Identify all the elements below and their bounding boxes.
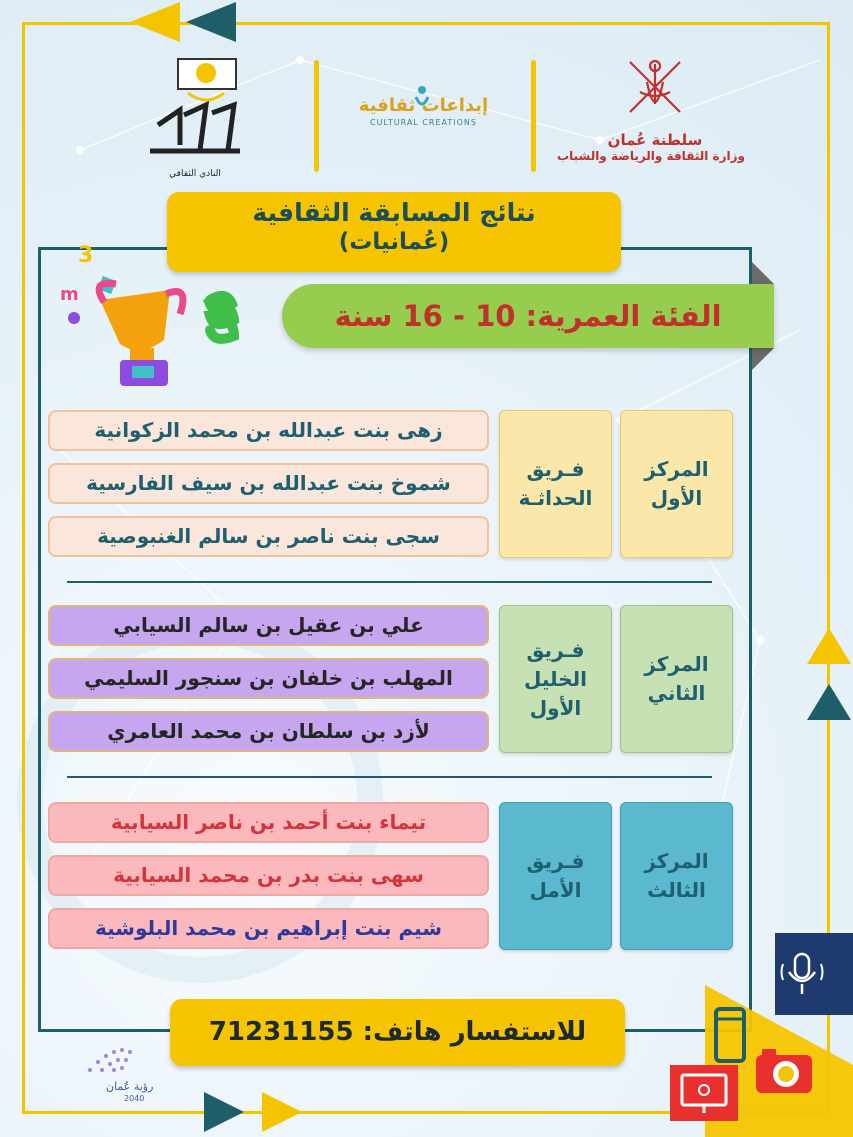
- team-name-cell: فـريق الخليل الأول: [499, 605, 612, 753]
- cultural-logo-text-en: CULTURAL CREATIONS: [370, 118, 477, 127]
- svg-text:m: m: [60, 284, 79, 305]
- vision-year: 2040: [124, 1094, 145, 1103]
- team-name-cell: فـريق الحداثـة: [499, 410, 612, 558]
- trophy-icon: [60, 240, 280, 400]
- team-member-name: تيماء بنت أحمد بن ناصر السيابية: [48, 802, 489, 843]
- khanjar-emblem-icon: [620, 52, 690, 127]
- ministry-name-line1: سلطنة عُمان: [607, 131, 703, 149]
- page-title: نتائج المسابقة الثقافية: [252, 198, 536, 227]
- cultural-logo-text-ar: إبداعات ثقافية: [358, 95, 489, 116]
- team-member-name: سجى بنت ناصر بن سالم الغنبوصية: [48, 516, 489, 557]
- place-cell: المركز الثالث: [620, 802, 733, 950]
- section-divider: [67, 581, 712, 583]
- camera-icon: [752, 1045, 816, 1097]
- svg-text:3: 3: [78, 243, 94, 268]
- vision-dots-icon: [80, 1040, 140, 1080]
- bottom-triangles-decoration: [200, 1088, 320, 1137]
- team-member-name: شموخ بنت عبدالله بن سيف الفارسية: [48, 463, 489, 504]
- page-subtitle: (عُمانيات): [338, 229, 450, 255]
- contact-phone-text: للاستفسار هاتف: 71231155: [208, 1017, 587, 1047]
- logo-separator-right: [531, 60, 536, 172]
- vision-text: رؤية عُمان: [106, 1080, 154, 1093]
- team-member-name: زهى بنت عبدالله بن محمد الزكوانية: [48, 410, 489, 451]
- place-cell: المركز الأول: [620, 410, 733, 558]
- contact-box: [170, 999, 625, 1066]
- club-logo: [140, 55, 250, 190]
- phone-icon: [712, 1005, 748, 1065]
- vision-2040-logo: [40, 1040, 170, 1110]
- team-name-cell: فـريق الأمل: [499, 802, 612, 950]
- place-cell: المركز الثاني: [620, 605, 733, 753]
- right-triangles-decoration: [805, 620, 853, 730]
- cultural-creations-logo: [336, 95, 511, 127]
- logo-separator-left: [314, 60, 319, 172]
- ministry-name-line2: وزارة الثقافة والرياضة والشباب: [557, 149, 745, 163]
- figure-icon: [412, 85, 432, 111]
- team-member-name: لأزد بن سلطان بن محمد العامري: [48, 711, 489, 752]
- monitor-icon: [668, 1063, 740, 1123]
- section-divider: [67, 776, 712, 778]
- ministry-logo: [557, 52, 745, 187]
- team-member-name: علي بن عقيل بن سالم السيابي: [48, 605, 489, 646]
- team-member-name: شيم بنت إبراهيم بن محمد البلوشية: [48, 908, 489, 949]
- age-banner-fold-bottom: [752, 348, 774, 370]
- club-logo-text: النادي الثقافي: [169, 169, 221, 179]
- age-category-label: الفئة العمرية: 10 - 16 سنة: [334, 299, 722, 333]
- top-triangles-decoration: [120, 0, 260, 50]
- club-emblem-icon: [140, 55, 250, 165]
- microphone-icon: [780, 950, 824, 1000]
- age-banner-fold-top: [752, 262, 774, 284]
- age-category-banner: [282, 284, 774, 348]
- team-member-name: المهلب بن خلفان بن سنجور السليمي: [48, 658, 489, 699]
- team-member-name: سهى بنت بدر بن محمد السيابية: [48, 855, 489, 896]
